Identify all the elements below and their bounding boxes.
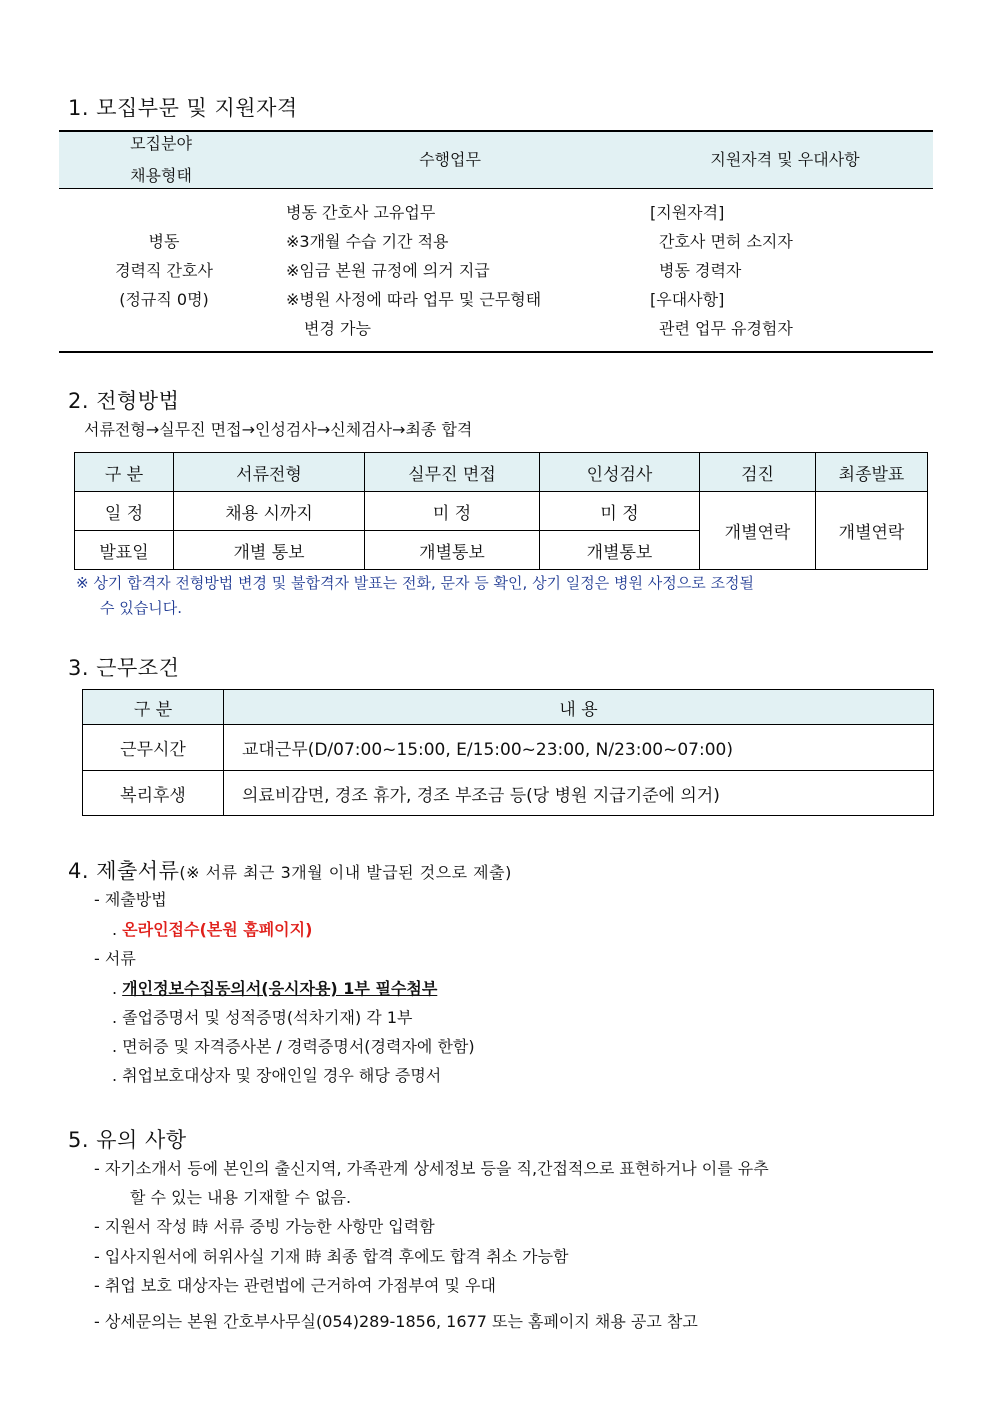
hdr-qual: 지원자격 및 우대사항 — [710, 150, 860, 169]
duty-line: 병동 간호사 고유업무 — [286, 203, 436, 222]
notice-item: - 지원서 작성 時 서류 증빙 가능한 사항만 입력함 — [94, 1217, 435, 1236]
notice-item: - 상세문의는 본원 간호부사무실(054)289-1856, 1677 또는 홈페이지 채용 공고 참고 — [94, 1312, 698, 1331]
cell: 발표일 — [75, 531, 174, 570]
cell: 미 정 — [540, 492, 700, 531]
section5-title: 5. 유의 사항 — [68, 1128, 187, 1152]
section1-title: 1. 모집부문 및 지원자격 — [68, 96, 298, 120]
cell: 교대근무(D/07:00~15:00, E/15:00~23:00, N/23:00~07:00) — [224, 725, 934, 771]
doc-item: . 면허증 및 자격증사본 / 경력증명서(경력자에 한함) — [112, 1037, 475, 1056]
cell: 개별통보 — [540, 531, 700, 570]
field-line: 병동 — [148, 232, 180, 251]
cell: 개별 통보 — [174, 531, 365, 570]
cell: 미 정 — [365, 492, 540, 531]
selection-table — [74, 452, 928, 570]
section3-title: 3. 근무조건 — [68, 656, 180, 680]
selection-note-cont: 수 있습니다. — [100, 599, 182, 617]
submission-method: 온라인접수(본원 홈페이지) — [122, 920, 313, 939]
cell: 의료비감면, 경조 휴가, 경조 부조금 등(당 병원 지급기준에 의거) — [224, 771, 934, 816]
selection-header: 최종발표 — [816, 453, 928, 492]
cell-merged: 개별연락 — [700, 492, 816, 570]
notice-item: - 취업 보호 대상자는 관련법에 근거하여 가점부여 및 우대 — [94, 1276, 496, 1295]
schedule-row — [75, 492, 928, 531]
section4-title-note: (※ 서류 최근 3개월 이내 발급된 것으로 제출) — [179, 863, 512, 882]
duty-line: ※임금 본원 규정에 의거 지급 — [286, 261, 490, 280]
qual-line: [우대사항] — [650, 290, 725, 309]
selection-note: ※ 상기 합격자 전형방법 변경 및 불합격자 발표는 전화, 문자 등 확인, 상기 일정은 병원 사정으로 조정될 — [76, 574, 754, 592]
method-label: - 제출방법 — [94, 890, 167, 909]
table1-bottom-rule — [59, 351, 933, 353]
selection-flow: 서류전형→실무진 면접→인성검사→신체검사→최종 합격 — [84, 420, 473, 439]
cell: 근무시간 — [83, 725, 224, 771]
cell: 복리후생 — [83, 771, 224, 816]
section2-title: 2. 전형방법 — [68, 389, 180, 413]
cell: 일 정 — [75, 492, 174, 531]
field-line: (정규직 0명) — [119, 290, 209, 309]
selection-header-row — [75, 453, 928, 492]
doc-required: 개인정보수집동의서(응시자용) 1부 필수첨부 — [122, 979, 438, 998]
duty-line: ※병원 사정에 따라 업무 및 근무형태 — [286, 290, 542, 309]
notice-item-cont: 할 수 있는 내용 기재할 수 없음. — [130, 1188, 352, 1207]
qual-line: 관련 업무 유경험자 — [659, 319, 793, 338]
duty-line: ※3개월 수습 기간 적용 — [286, 232, 449, 251]
selection-header: 서류전형 — [174, 453, 365, 492]
section4-title — [68, 855, 512, 885]
doc-item: . 개인정보수집동의서(응시자용) 1부 필수첨부 — [112, 979, 438, 998]
doc-text: 졸업증명서 및 성적증명(석차기재) 각 1부 — [122, 1008, 413, 1027]
docs-label: - 서류 — [94, 949, 136, 968]
doc-text: 취업보호대상자 및 장애인일 경우 해당 증명서 — [122, 1066, 442, 1085]
hdr-field-2: 채용형태 — [130, 166, 192, 185]
doc-text: 면허증 및 자격증사본 / 경력증명서(경력자에 한함) — [122, 1037, 475, 1056]
selection-header: 실무진 면접 — [365, 453, 540, 492]
conditions-header: 구 분 — [83, 690, 224, 725]
conditions-header-row — [83, 690, 934, 725]
field-line: 경력직 간호사 — [115, 261, 213, 280]
conditions-header: 내 용 — [224, 690, 934, 725]
selection-header: 인성검사 — [540, 453, 700, 492]
notice-item: - 자기소개서 등에 본인의 출신지역, 가족관계 상세정보 등을 직,간접적으로 표현하거나 이를 유추 — [94, 1159, 769, 1178]
hdr-duty: 수행업무 — [419, 150, 481, 169]
duty-line: 변경 가능 — [304, 319, 371, 338]
cell: 개별통보 — [365, 531, 540, 570]
section4-title-text: 4. 제출서류 — [68, 859, 180, 883]
hdr-field-1: 모집분야 — [130, 134, 192, 153]
method-bullet: . 온라인접수(본원 홈페이지) — [112, 920, 313, 939]
qual-line: [지원자격] — [650, 203, 725, 222]
cell-merged: 개별연락 — [816, 492, 928, 570]
table1-header-rule — [59, 188, 933, 189]
cell: 채용 시까지 — [174, 492, 365, 531]
conditions-table — [82, 689, 934, 816]
notice-item: - 입사지원서에 허위사실 기재 時 최종 합격 후에도 합격 취소 가능함 — [94, 1247, 569, 1266]
doc-item: . 졸업증명서 및 성적증명(석차기재) 각 1부 — [112, 1008, 413, 1027]
doc-item: . 취업보호대상자 및 장애인일 경우 해당 증명서 — [112, 1066, 442, 1085]
qual-line: 병동 경력자 — [659, 261, 742, 280]
selection-header: 검진 — [700, 453, 816, 492]
qual-line: 간호사 면허 소지자 — [659, 232, 793, 251]
conditions-row — [83, 771, 934, 816]
conditions-row — [83, 725, 934, 771]
selection-header: 구 분 — [75, 453, 174, 492]
